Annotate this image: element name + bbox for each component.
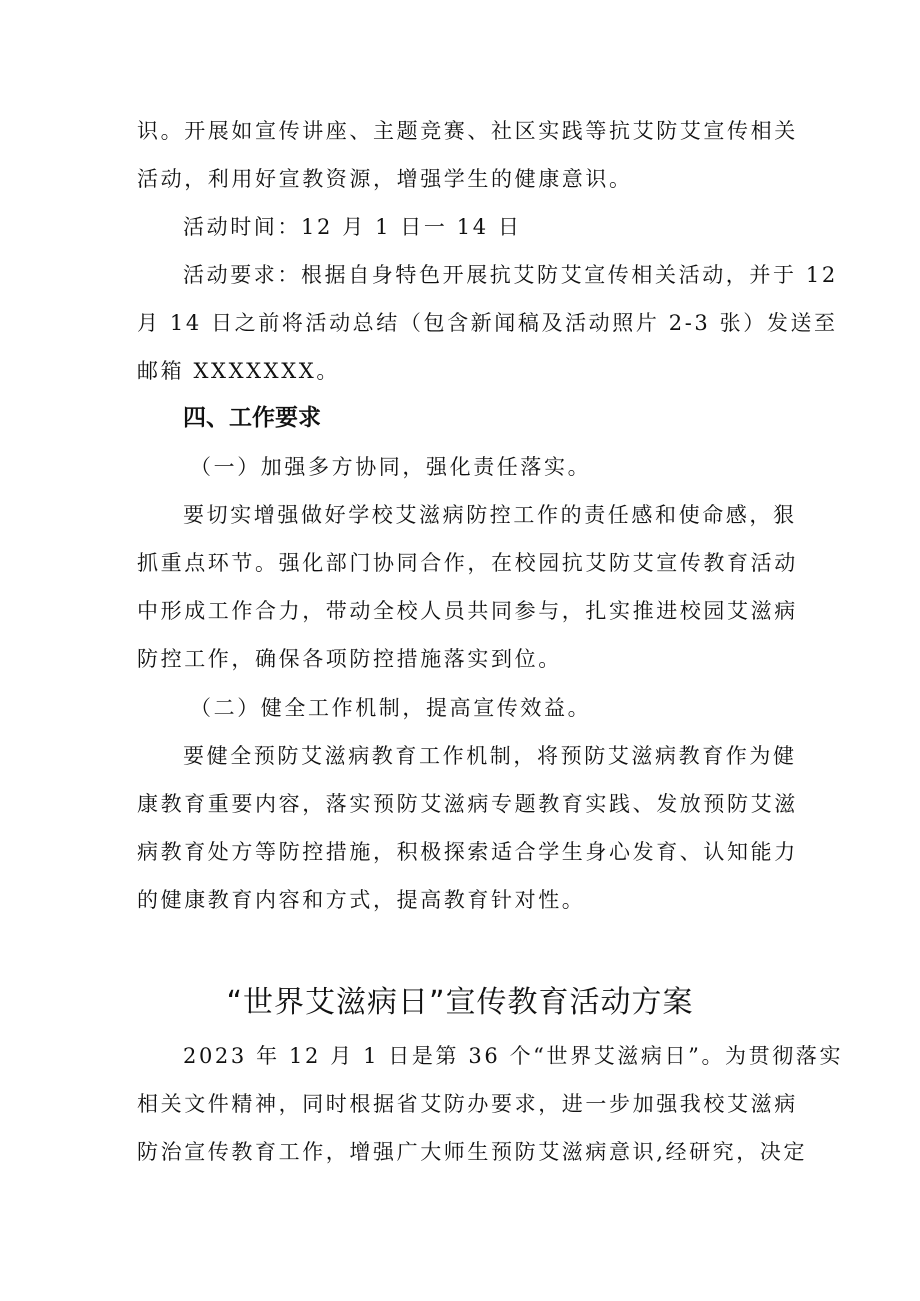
paragraph-line: 活动，利用好宣教资源，增强学生的健康意识。 [137,167,633,191]
activity-requirement-line: 活动要求：根据自身特色开展抗艾防艾宣传相关活动，并于 12 [183,263,838,287]
paragraph-line: 2023 年 12 月 1 日是第 36 个“世界艾滋病日”。为贯彻落实 [183,1044,844,1068]
paragraph-line: 相关文件精神，同时根据省艾防办要求，进一步加强我校艾滋病 [137,1092,798,1116]
activity-requirement-line: 邮箱 XXXXXXX。 [137,359,340,383]
subsection-title: （二）健全工作机制，提高宣传效益。 [190,696,592,720]
paragraph-line: 识。开展如宣传讲座、主题竞赛、社区实践等抗艾防艾宣传相关 [137,119,798,143]
paragraph-line: 中形成工作合力，带动全校人员共同参与，扎实推进校园艾滋病 [137,599,798,623]
paragraph-line: 要健全预防艾滋病教育工作机制，将预防艾滋病教育作为健 [183,744,797,768]
paragraph-line: 防控工作，确保各项防控措施落实到位。 [137,647,562,671]
paragraph-line: 康教育重要内容，落实预防艾滋病专题教育实践、发放预防艾滋 [137,792,798,816]
paragraph-line: 病教育处方等防控措施，积极探索适合学生身心发育、认知能力 [137,840,798,864]
subsection-title: （一）加强多方协同，强化责任落实。 [190,455,592,479]
activity-requirement-line: 月 14 日之前将活动总结（包含新闻稿及活动照片 2-3 张）发送至 [137,311,838,335]
document-title: “世界艾滋病日”宣传教育活动方案 [226,985,694,1020]
activity-time: 活动时间：12 月 1 日一 14 日 [183,215,522,239]
paragraph-line: 抓重点环节。强化部门协同合作，在校园抗艾防艾宣传教育活动 [137,551,798,575]
paragraph-line: 防治宣传教育工作，增强广大师生预防艾滋病意识,经研究，决定 [137,1140,808,1164]
paragraph-line: 的健康教育内容和方式，提高教育针对性。 [137,888,586,912]
paragraph-line: 要切实增强做好学校艾滋病防控工作的责任感和使命感，狠 [183,503,797,527]
section-heading: 四、工作要求 [183,405,321,431]
